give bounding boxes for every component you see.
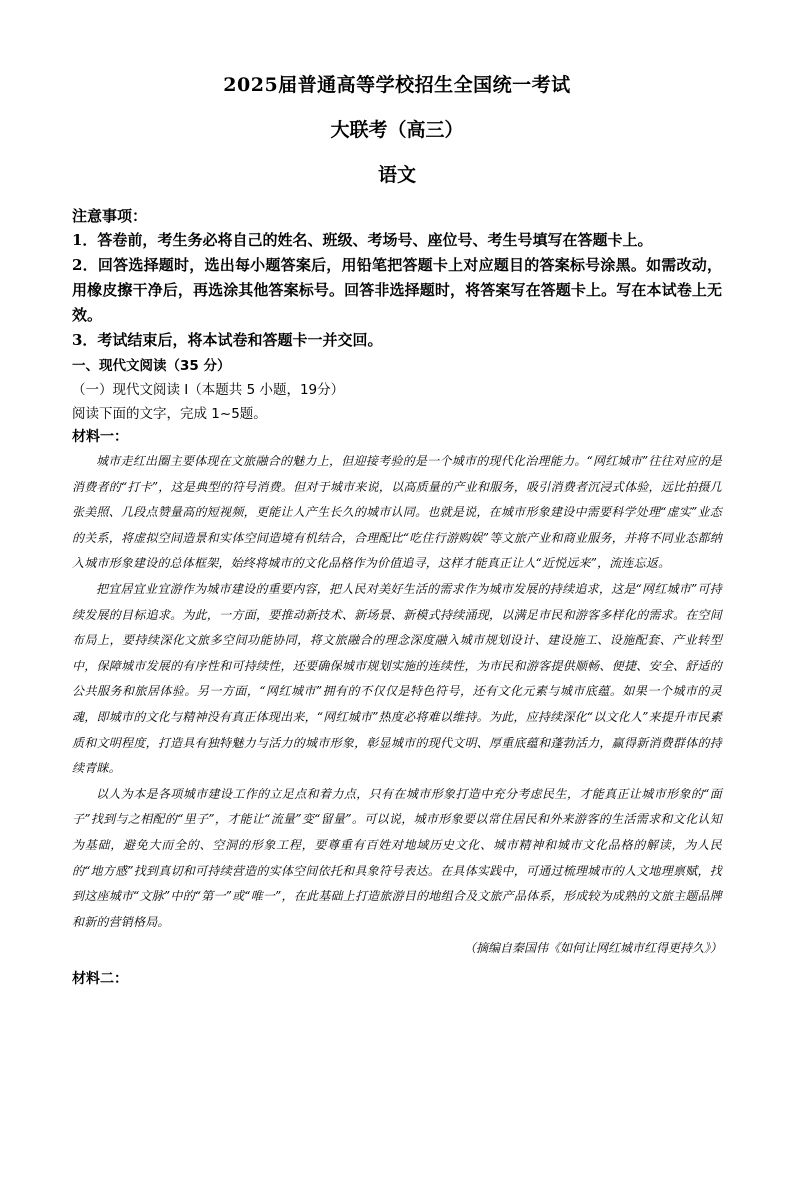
material-1-label: 材料一： (72, 429, 128, 445)
material-2-label: 材料二： (72, 971, 128, 988)
notice-heading: 注意事项： (72, 207, 148, 225)
material-1-paragraph-3: 以人为本是各项城市建设工作的立足点和着力点，只有在城市形象打造中充分考虑民生，才能真正让城市形象的“面子”找到与之相配的“里子”，才能让“流量”变“留量”。可以说，城市形象要以常住居民和外来游客的生活需求和文化认知为基础，避免大而全的、空洞的形象工程，要尊重有百姓对地域历史文化、城市精神和城市文化品格的解读，为人民的“地方感”找到真切和可持续营造的实体空间依托和具象符号表达。在具体实践中，可通过梳理城市的人文地理禀赋，找到这座城市“文脉”中的“第一”或“唯一”，在此基础上打造旅游目的地组合及文旅产品体系，形成较为成熟的文旅主题品牌和新的营销格局。 (72, 786, 722, 929)
part-heading: 一、现代文阅读（35 分） (72, 358, 231, 374)
exam-subtitle: 大联考（高三） (330, 119, 464, 141)
notice-item-2: 2．回答选择题时，选出每小题答案后，用铅笔把答题卡上对应题目的答案标号涂黑。如需改动，用橡皮擦干净后，再选涂其他答案标号。回答非选择题时，将答案写在答题卡上。写在本试卷上无效。 (72, 256, 722, 324)
material-1-paragraph-2: 把宜居宜业宜游作为城市建设的重要内容，把人民对美好生活的需求作为城市发展的持续追求，这是“网红城市”可持续发展的目标追求。为此，一方面，要推动新技术、新场景、新模式持续涌现，以满足市民和游客多样化的需求。在空间布局上，要持续深化文旅多空间功能协同，将文旅融合的理念深度融入城市规划设计、建设施工、设施配套、产业转型中，保障城市发展的有序性和可持续性，还要确保城市规划实施的连续性，为市民和游客提供顺畅、便捷、安全、舒适的公共服务和旅居体验。另一方面，“网红城市”拥有的不仅仅是特色符号，还有文化元素与城市底蕴。如果一个城市的灵魂，即城市的文化与精神没有真正体现出来，“网红城市”热度必将难以维持。为此，应持续深化“以文化人”来提升市民素质和文明程度，打造具有独特魅力与活力的城市形象，彰显城市的现代文明、厚重底蕴和蓬勃活力，赢得新消费群体的持续青睐。 (72, 581, 722, 776)
reading-instruction: 阅读下面的文字，完成 1~5题。 (72, 406, 267, 422)
part-subheading: （一）现代文阅读 I（本题共 5 小题，19分） (72, 382, 345, 398)
exam-title: 2025届普通高等学校招生全国统一考试 (223, 74, 571, 96)
exam-page (0, 70, 794, 1193)
notice-item-1: 1．答卷前，考生务必将自己的姓名、班级、考场号、座位号、考生号填写在答题卡上。 (72, 231, 653, 249)
subject-title: 语文 (377, 164, 416, 186)
material-1-paragraph-1: 城市走红出圈主要体现在文旅融合的魅力上，但迎接考验的是一个城市的现代化治理能力。“网红城市”往往对应的是消费者的“打卡”，这是典型的符号消费。但对于城市来说，以高质量的产业和服务，吸引消费者沉浸式体验，远比拍摄几张美照、几段点赞量高的短视频，更能让人产生长久的城市认同。也就是说，在城市形象建设中需要科学处理“虚实”业态的关系，将虚拟空间造景和实体空间造境有机结合，合理配比“吃住行游购娱”等文旅产业和商业服务，并将不同业态都纳入城市形象建设的总体框架，始终将城市的文化品格作为价值追寻，这样才能真正让人“近悦远来”，流连忘返。 (72, 454, 722, 571)
notice-item-3: 3．考试结束后，将本试卷和答题卡一并交回。 (72, 331, 383, 349)
material-1-source: （摘编自秦国伟《如何让网红城市红得更持久》） (463, 941, 722, 956)
